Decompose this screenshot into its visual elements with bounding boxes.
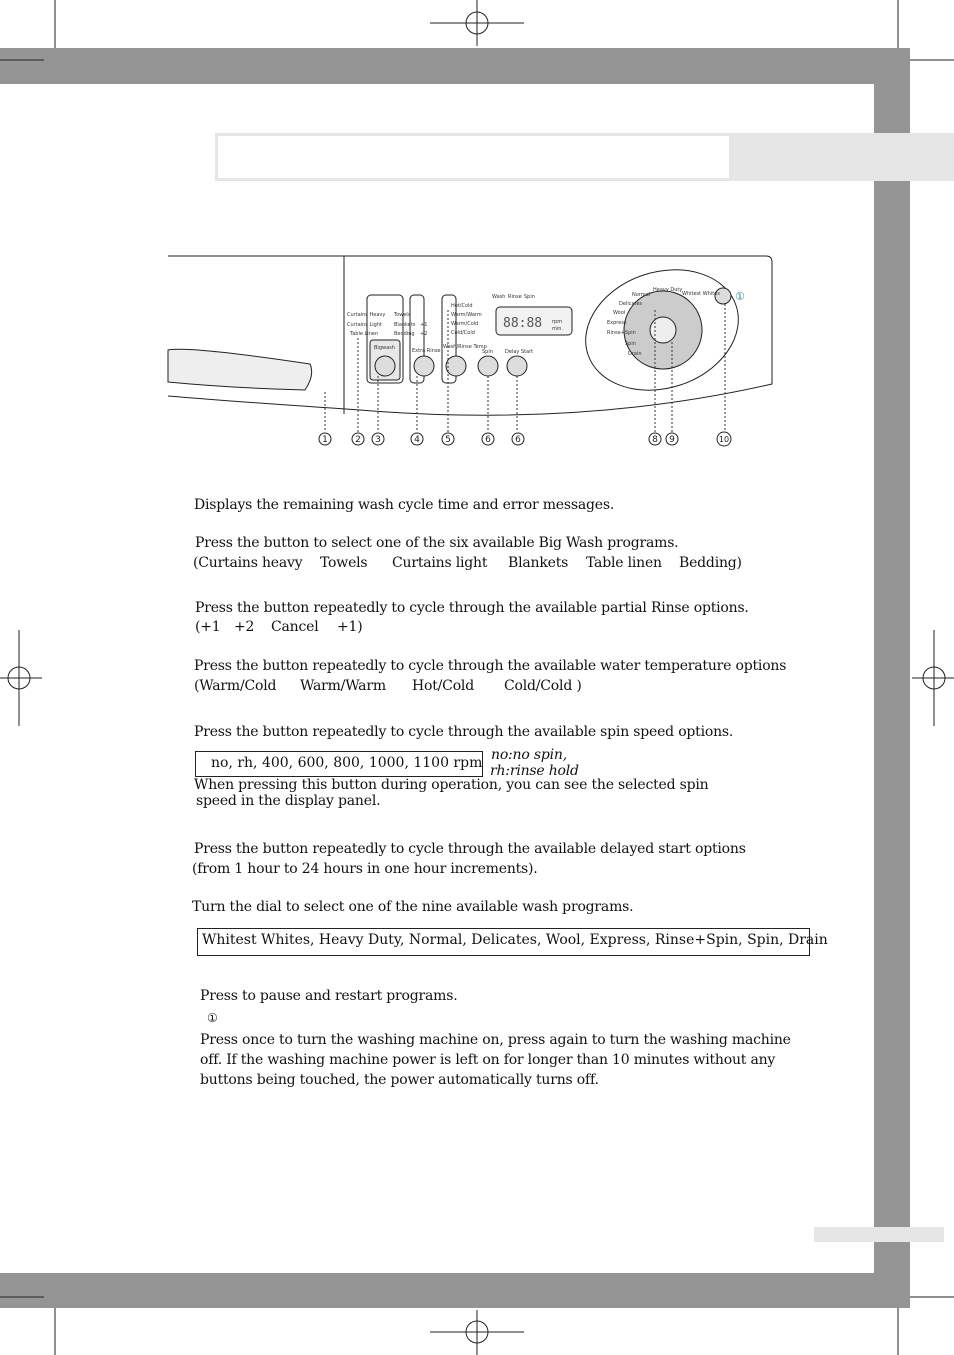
callout-6a: 6 <box>485 435 491 445</box>
callout-4: 4 <box>414 435 420 445</box>
panel-label-hot-cold: Hot/Cold <box>451 303 473 309</box>
panel-label-wash-rinse-temp: Wash/Rinse Temp <box>443 344 487 350</box>
callout-3: 3 <box>375 435 381 445</box>
power-icon: ① <box>735 290 745 303</box>
spin-description: Press the button repeatedly to cycle through the available spin speed options. <box>194 724 734 740</box>
dial-programs-box: Whitest Whites, Heavy Duty, Normal, Delicates, Wool, Express, Rinse+Spin, Spin, Drain <box>197 928 810 956</box>
callout-9: 9 <box>669 435 675 445</box>
callout-10: 10 <box>718 435 730 444</box>
control-panel-diagram <box>160 250 790 455</box>
dial-label-delicates: Delicates <box>619 301 643 307</box>
bigwash-opt-5: Table linen <box>586 555 662 571</box>
panel-status-rinse: Rinse <box>508 294 522 300</box>
temp-opt-1: (Warm/Cold <box>194 678 277 694</box>
panel-label-rinse-1: +1 <box>420 322 428 328</box>
temp-opt-3: Hot/Cold <box>412 678 474 694</box>
panel-display-min: min. <box>552 326 564 332</box>
callout-5: 5 <box>445 435 451 445</box>
delay-description-2: (from 1 hour to 24 hours in one hour increments). <box>192 861 538 877</box>
rinse-opt-4: +1) <box>337 619 363 635</box>
dial-label-express: Express <box>607 320 627 326</box>
callout-6b: 6 <box>515 435 521 445</box>
panel-label-towels: Towels <box>394 312 411 318</box>
dial-label-wool: Wool <box>613 310 626 316</box>
dial-label-heavy-duty: Heavy Duty <box>653 287 683 293</box>
bigwash-opt-4: Blankets <box>508 555 569 571</box>
panel-label-curtains-light: Curtains Light <box>347 322 382 328</box>
spin-note-rh: rh:rinse hold <box>490 763 579 779</box>
delay-description-1: Press the button repeatedly to cycle through the available delayed start options <box>194 841 746 857</box>
spin-note-no: no:no spin, <box>491 747 567 763</box>
callout-1: 1 <box>322 435 328 445</box>
panel-display-rpm: rpm <box>552 319 563 325</box>
power-description-3: buttons being touched, the power automatically turns off. <box>200 1072 599 1088</box>
panel-label-rinse-2: +2 <box>420 331 428 337</box>
spin-description-2a: When pressing this button during operation, you can see the selected spin <box>194 777 709 793</box>
panel-label-spin: Spin <box>482 349 493 355</box>
bigwash-opt-6: Bedding) <box>679 555 742 571</box>
panel-label-table-linen: Table Linen <box>350 331 379 337</box>
temp-opt-2: Warm/Warm <box>300 678 386 694</box>
callout-2: 2 <box>355 435 361 445</box>
panel-display-digits: 88:88 <box>503 316 543 331</box>
power-description-1: Press once to turn the washing machine on, press again to turn the washing machine <box>200 1032 791 1048</box>
panel-label-bigwash: Bigwash <box>374 345 395 351</box>
dial-description: Turn the dial to select one of the nine available wash programs. <box>192 899 634 915</box>
panel-label-extra-rinse: Extra Rinse <box>412 348 441 354</box>
pause-description: Press to pause and restart programs. <box>200 988 458 1004</box>
bigwash-opt-1: (Curtains heavy <box>193 555 303 571</box>
panel-label-blankets: Blankets <box>394 322 416 328</box>
dial-label-whitest-whites: Whitest Whites <box>682 291 720 297</box>
bigwash-description: Press the button to select one of the six available Big Wash programs. <box>195 535 679 551</box>
panel-label-warm-cold: Warm/Cold <box>451 321 479 327</box>
spin-options-box: no, rh, 400, 600, 800, 1000, 1100 rpm <box>195 751 483 777</box>
panel-label-curtains-heavy: Curtains Heavy <box>347 312 386 318</box>
rinse-opt-1: (+1 <box>195 619 221 635</box>
rinse-opt-2: +2 <box>234 619 255 635</box>
temp-opt-4: Cold/Cold ) <box>504 678 582 694</box>
panel-label-delay-start: Delay Start <box>505 349 534 355</box>
dial-label-normal: Normal <box>632 292 651 298</box>
dial-label-spin: Spin <box>625 341 636 347</box>
panel-status-spin: Spin <box>524 294 535 300</box>
spin-description-2b: speed in the display panel. <box>196 793 381 809</box>
panel-status-wash: Wash <box>492 294 506 300</box>
dial-label-drain: Drain <box>628 351 642 357</box>
rinse-opt-3: Cancel <box>271 619 319 635</box>
callout-8: 8 <box>652 435 658 445</box>
panel-label-warm-warm: Warm/Warm <box>451 312 482 318</box>
rinse-description: Press the button repeatedly to cycle through the available partial Rinse options. <box>195 600 749 616</box>
temp-description: Press the button repeatedly to cycle through the available water temperature options <box>194 658 787 674</box>
power-description-2: off. If the washing machine power is left on for longer than 10 minutes without any <box>200 1052 776 1068</box>
power-symbol: ① <box>207 1011 218 1025</box>
dial-label-rinse-spin: Rinse+Spin <box>607 330 636 336</box>
panel-label-cold-cold: Cold/Cold <box>451 330 475 336</box>
panel-label-bedding: Bedding <box>394 331 415 337</box>
bigwash-opt-2: Towels <box>320 555 368 571</box>
bigwash-opt-3: Curtains light <box>392 555 488 571</box>
display-description: Displays the remaining wash cycle time and error messages. <box>194 497 615 513</box>
